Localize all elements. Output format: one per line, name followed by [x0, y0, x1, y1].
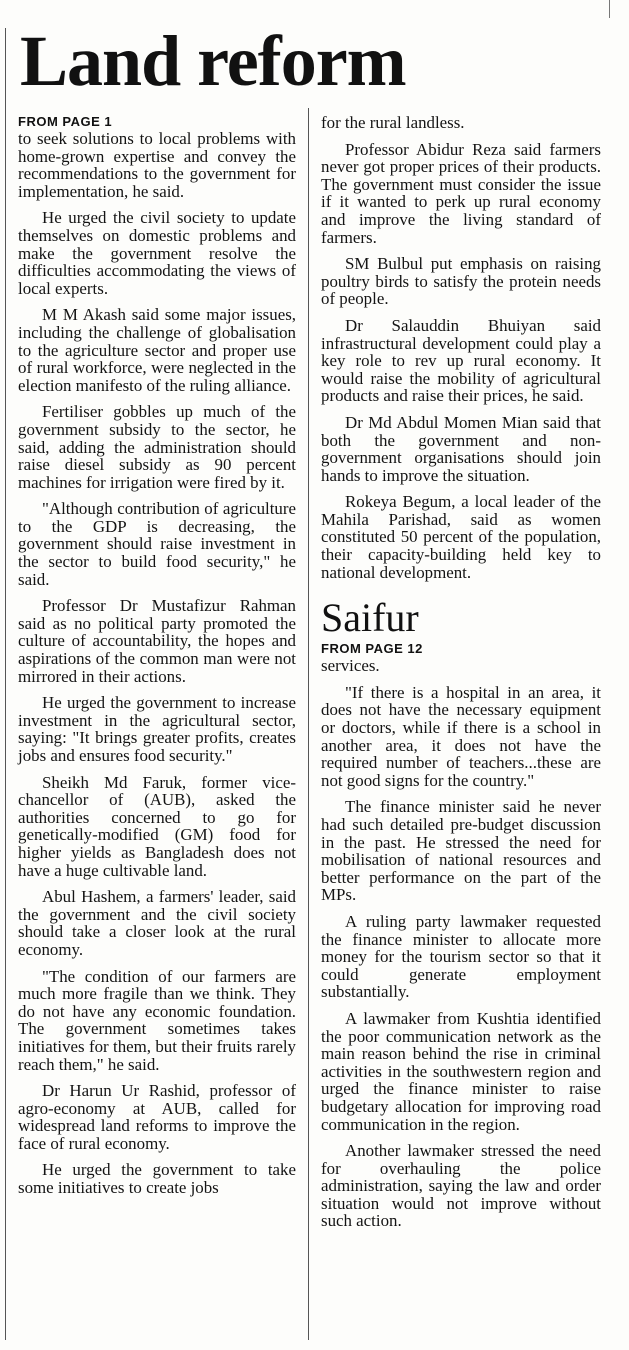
land-reform-paragraph: He urged the government to take some initiatives to create jobs	[18, 1160, 296, 1198]
land-reform-paragraph: Abul Hashem, a farmers' leader, said the government and the civil society should take a closer look at the rural economy.	[18, 887, 296, 959]
land-reform-column-left	[18, 114, 296, 1206]
land-reform-paragraph: He urged the civil society to update themselves on domestic problems and make the government resolve the difficulties accommodating the views of local experts.	[18, 208, 296, 298]
saifur-paragraph: A ruling party lawmaker requested the finance minister to allocate more money for the tourism sector so that it could generate employment substantially.	[321, 911, 601, 1002]
column-rule-right	[609, 0, 610, 18]
land-reform-paragraph: SM Bulbul put emphasis on raising poultry birds to satisfy the protein needs of people.	[321, 254, 601, 309]
land-reform-paragraph: M M Akash said some major issues, including the challenge of globalisation to the agriculture sector and proper use of rural workforce, were neglected in the election manifesto of the ruling alliance.	[18, 305, 296, 395]
land-reform-paragraph: "Although contribution of agriculture to the GDP is decreasing, the government should raise investment in the sector to build food security," he said.	[18, 499, 296, 589]
land-reform-paragraph: "The condition of our farmers are much more fragile than we think. They do not have any economic foundation. The government sometimes takes initiatives for them, but their fruits rarely reach them," he said.	[18, 966, 296, 1074]
land-reform-paragraph: Professor Dr Mustafizur Rahman said as no political party promoted the culture of accountability, the hopes and aspirations of the common man were not mirrored in their actions.	[18, 596, 296, 686]
land-reform-paragraph: to seek solutions to local problems with home-grown expertise and convey the recommendations to the government for implementation, he said.	[18, 129, 296, 201]
land-reform-paragraph: Rokeya Begum, a local leader of the Mahila Parishad, said as women constituted 50 percent of the population, their capacity-building held key to national development.	[321, 492, 601, 582]
land-reform-paragraph: Dr Harun Ur Rashid, professor of agro-economy at AUB, called for widespread land reforms to improve the face of rural economy.	[18, 1081, 296, 1153]
land-reform-paragraph: Fertiliser gobbles up much of the government subsidy to the sector, he said, adding the administration should raise diesel subsidy as 90 percent machines for irrigation were fired by it.	[18, 402, 296, 492]
land-reform-paragraph: for the rural landless.	[321, 113, 465, 132]
land-reform-kicker: FROM PAGE 1	[18, 114, 113, 129]
column-rule-middle	[308, 108, 309, 1340]
saifur-paragraph: A lawmaker from Kushtia identified the poor communication network as the main reason behind the rise in criminal activities in the southwestern region and urged the finance minister to raise budgetary allocation for improving road communication in the region.	[321, 1008, 601, 1134]
saifur-paragraph: "If there is a hospital in an area, it does not have the necessary equipment or doctors, while if there is a school in another area, it does not have the required number of teachers...these are not good signs for the country."	[321, 682, 601, 790]
right-column	[321, 114, 601, 1239]
land-reform-paragraph: Dr Md Abdul Momen Mian said that both the government and non-government organisations should join hands to improve the situation.	[321, 412, 601, 485]
saifur-headline: Saifur	[321, 595, 419, 641]
land-reform-paragraph: Professor Abidur Reza said farmers never got proper prices of their products. The government must consider the issue if it wanted to perk up rural economy and improve the living standard of farmers.	[321, 139, 601, 247]
saifur-paragraph: services.	[321, 656, 380, 676]
saifur-paragraph: The finance minister said he never had such detailed pre-budget discussion in the past. He stressed the need for mobilisation of national resources and better performance on the part of the MPs.	[321, 797, 601, 905]
land-reform-paragraph: Sheikh Md Faruk, former vice-chancellor of (AUB), asked the authorities concerned to go for genetically-modified (GM) food for higher yields as Bangladesh does not have a huge cultivable land.	[18, 772, 296, 880]
saifur-paragraph: Another lawmaker stressed the need for overhauling the police administration, saying the law and order situation would not improve without such action.	[321, 1141, 601, 1231]
land-reform-paragraph: He urged the government to increase investment in the agricultural sector, saying: "It brings greater profits, creates jobs and ensures food security."	[18, 693, 296, 765]
land-reform-headline: Land reform	[20, 21, 406, 101]
saifur-kicker: FROM PAGE 12	[321, 641, 423, 657]
column-rule-left	[5, 28, 6, 1340]
land-reform-paragraph: Dr Salauddin Bhuiyan said infrastructural development could play a key role to rev up rural economy. It would raise the mobility of agricultural products and raise their prices, he said.	[321, 315, 601, 406]
